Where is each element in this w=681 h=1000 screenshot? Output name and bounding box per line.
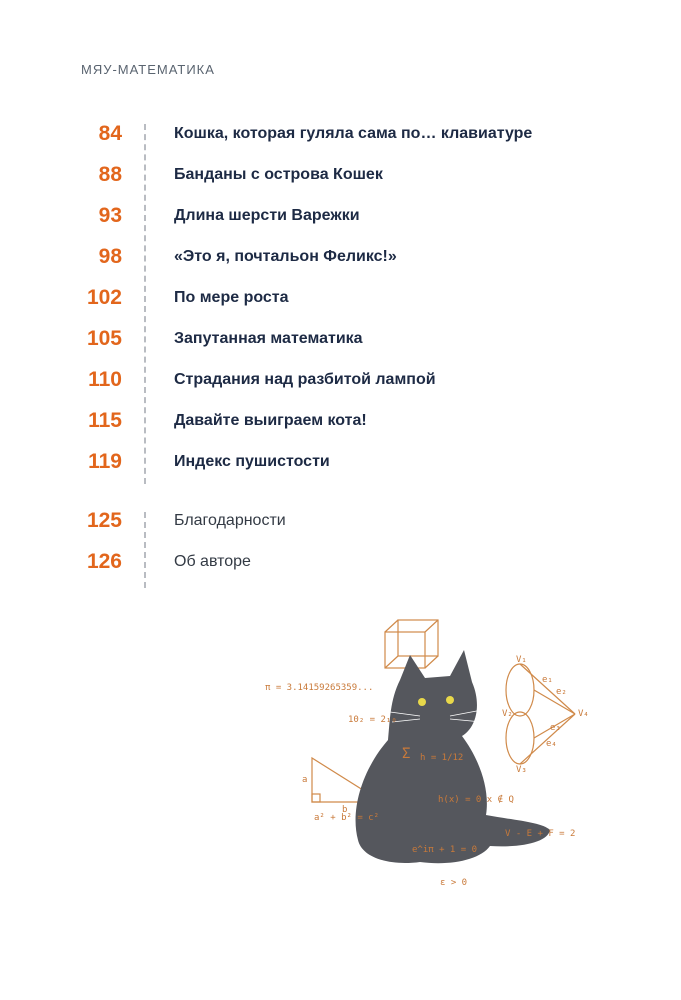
page-number: 84 — [98, 122, 122, 145]
side-a: a — [302, 775, 308, 785]
chapter-title: Давайте выиграем кота! — [174, 412, 367, 429]
vertex-v3: V₃ — [516, 765, 527, 775]
formula-log: 10₂ = 2₁₀ — [348, 715, 397, 725]
page-number: 105 — [86, 327, 122, 350]
page-number: 125 — [86, 509, 122, 532]
page-number: 115 — [88, 409, 122, 432]
formula-euler: V - E + F = 2 — [505, 829, 576, 839]
chapter-title: Индекс пушистости — [174, 453, 330, 470]
edge-e2: e₂ — [556, 687, 567, 697]
formula-sum: Σ — [402, 746, 411, 762]
toc-entry[interactable] — [0, 403, 681, 444]
chapter-title: «Это я, почтальон Феликс!» — [174, 248, 397, 265]
vertex-v4: V₄ — [578, 709, 589, 719]
edge-e3: e₃ — [550, 723, 561, 733]
chapter-title: По мере роста — [174, 289, 289, 306]
toc-entry-back-matter[interactable] — [0, 503, 681, 544]
formula-exp: e^iπ + 1 = 0 — [412, 845, 478, 855]
edge-e4: e₄ — [546, 739, 557, 749]
page-number: 126 — [86, 550, 122, 573]
running-head: МЯУ-МАТЕМАТИКА — [81, 62, 215, 77]
toc-entry[interactable] — [0, 198, 681, 239]
edge-e1: e₁ — [542, 675, 553, 685]
cat-math-illustration — [250, 610, 600, 890]
toc-entry[interactable] — [0, 362, 681, 403]
section-gap — [0, 485, 681, 503]
chapter-title: Длина шерсти Варежки — [174, 207, 360, 224]
page-number: 119 — [88, 450, 122, 473]
formula-epsilon: ε > 0 — [440, 878, 468, 888]
page-number: 93 — [98, 204, 122, 227]
page-number: 102 — [86, 286, 122, 309]
vertex-v1: V₁ — [516, 655, 527, 665]
table-of-contents — [0, 116, 681, 585]
page-number: 88 — [98, 163, 122, 186]
formula-function: h(x) = 0 x ∉ Q — [438, 795, 514, 805]
toc-entry[interactable] — [0, 280, 681, 321]
chapter-title: Кошка, которая гуляла сама по… клавиатуре — [174, 125, 533, 142]
chapter-title: Страдания над разбитой лампой — [174, 371, 436, 388]
toc-entry[interactable] — [0, 157, 681, 198]
page-number: 98 — [98, 245, 122, 268]
toc-entry[interactable] — [0, 239, 681, 280]
toc-entry-back-matter[interactable] — [0, 544, 681, 585]
cat-eye-left-icon — [418, 698, 426, 706]
vertex-v2: V₂ — [502, 709, 513, 719]
graph-diagram — [506, 664, 575, 764]
section-title: Благодарности — [174, 512, 286, 529]
cat-eye-right-icon — [446, 696, 454, 704]
formula-frac: h = 1/12 — [420, 753, 464, 763]
toc-entry[interactable] — [0, 116, 681, 157]
chapter-title: Запутанная математика — [174, 330, 363, 347]
toc-entry[interactable] — [0, 321, 681, 362]
chapter-title: Банданы с острова Кошек — [174, 166, 383, 183]
formula-pythagoras: a² + b² = c² — [314, 813, 380, 823]
toc-entry[interactable] — [0, 444, 681, 485]
section-title: Об авторе — [174, 553, 251, 570]
formula-pi: π = 3.14159265359... — [265, 683, 374, 693]
side-b: b — [342, 805, 348, 815]
page-number: 110 — [88, 368, 122, 391]
